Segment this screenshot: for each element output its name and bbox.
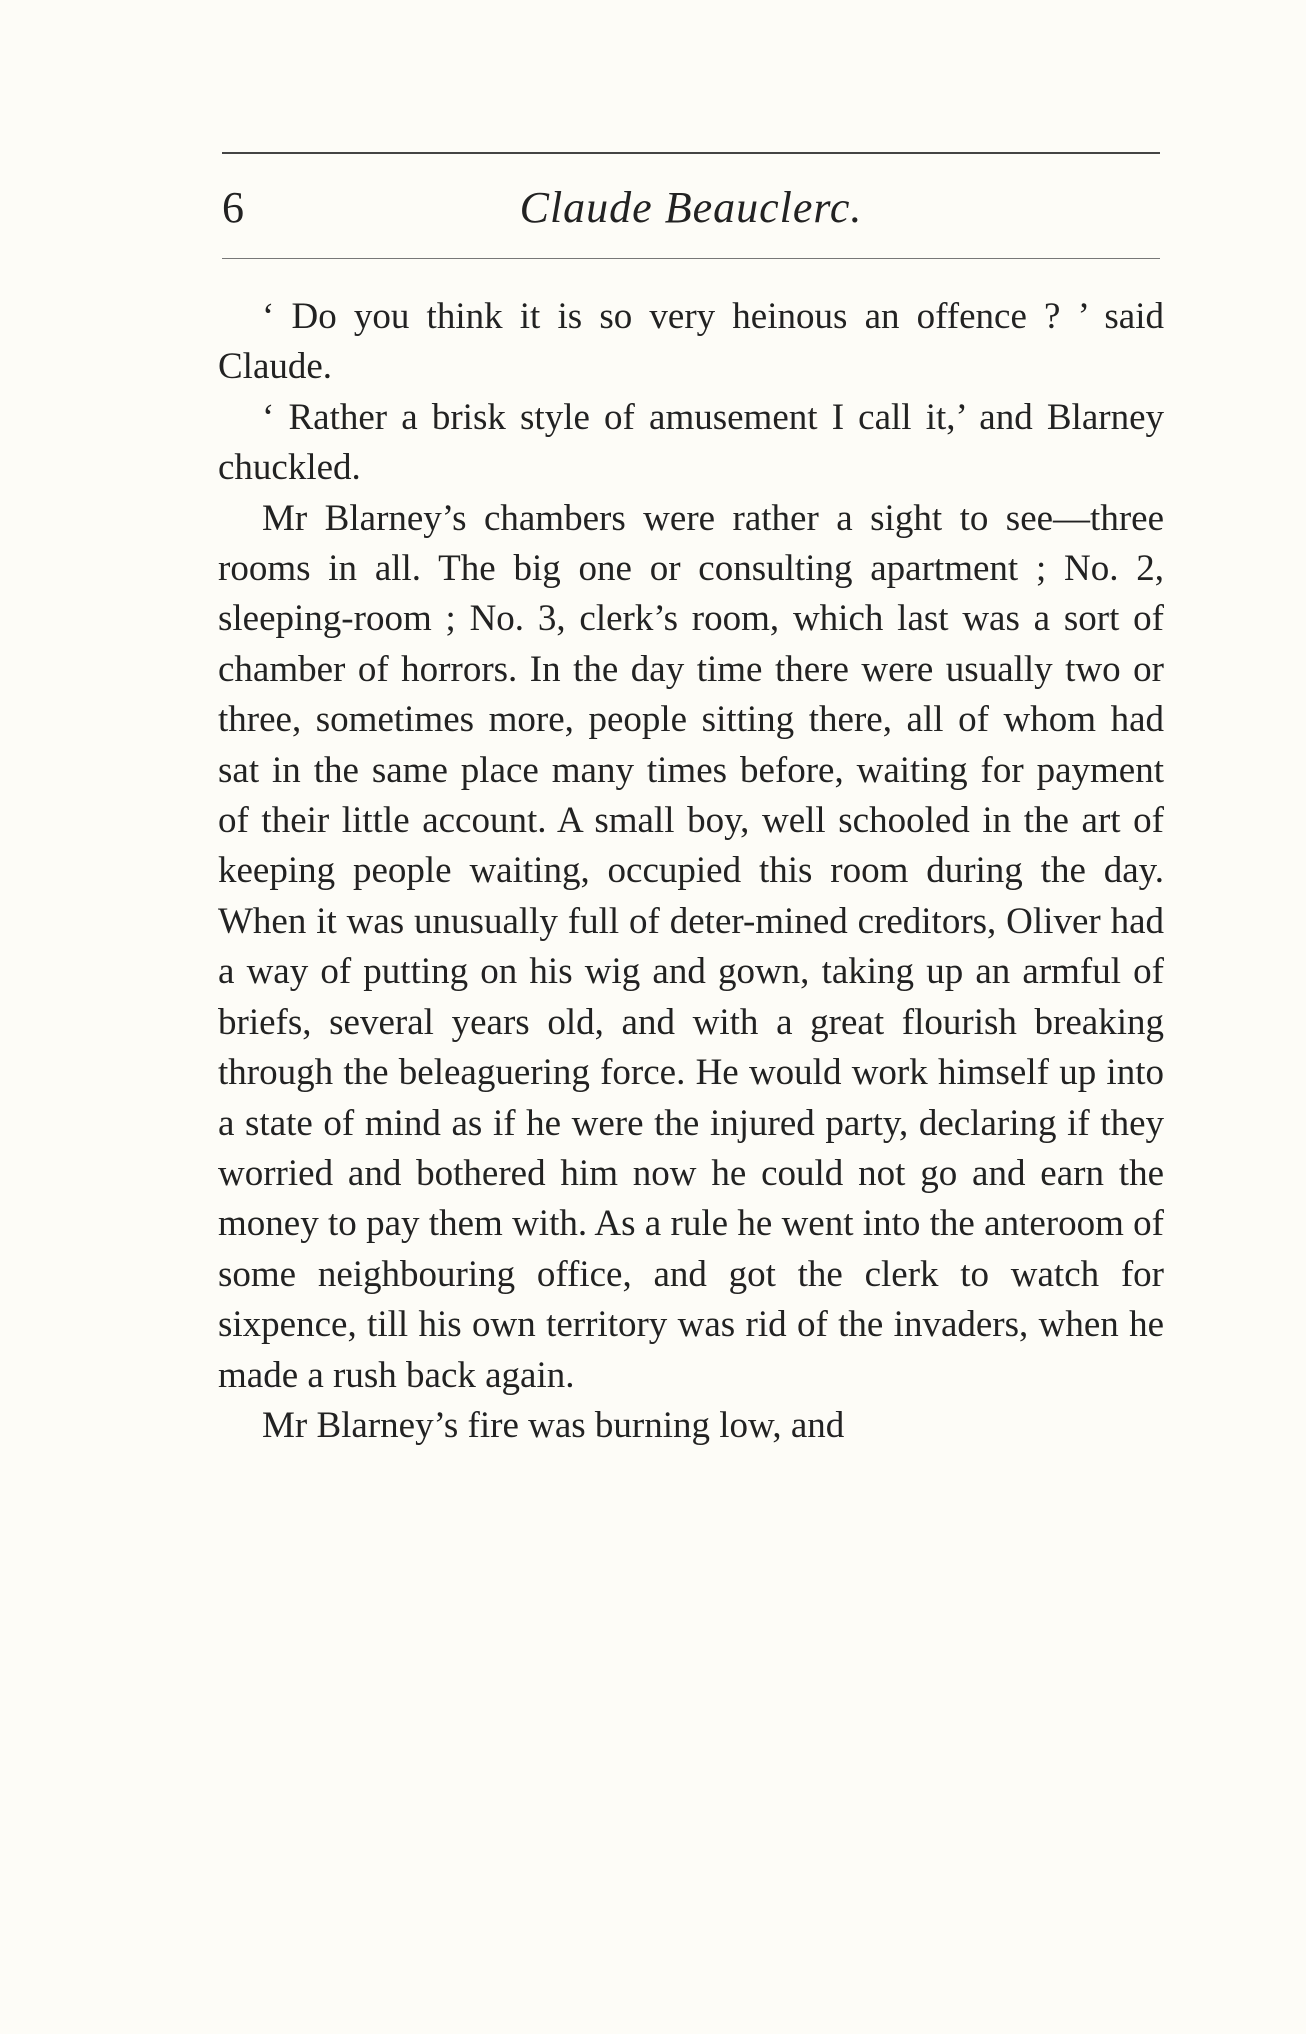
body-text [218, 292, 1164, 1451]
header-top-rule [222, 152, 1160, 154]
paragraph-2: ‘ Rather a brisk style of amusement I call it,’ and Blarney chuckled. [218, 396, 1164, 489]
header-bottom-rule [222, 258, 1160, 259]
paragraph-4: Mr Blarney’s fire was burning low, and [262, 1404, 845, 1446]
paragraph-1: ‘ Do you think it is so very heinous an offence ? ’ said Claude. [218, 296, 1164, 388]
page-number: 6 [222, 183, 244, 232]
running-title: Claude Beauclerc. [519, 183, 863, 232]
paragraph-3: Mr Blarney’s chambers were rather a sight to see—three rooms in all. The big one or consulting apartment ; No. 2, sleeping-room ; No. 3, clerk’s room, which last was a sort of chamber of horrors. In the day time there were usually two or three, sometimes more, people sitting there, all of whom had sat in the same place many times before, waiting for payment of their little account. A small boy, well schooled in the art of keeping people waiting, occupied this room during the day. When it was unusually full of deter-mined creditors, Oliver had a way of putting on his wig and gown, taking up an armful of briefs, several years old, and with a great flourish breaking through the beleaguering force. He would work himself up into a state of mind as if he were the injured party, declaring if they worried and bothered him now he could not go and earn the money to pay them with. As a rule he went into the anteroom of some neighbouring office, and got the clerk to watch for sixpence, till his own territory was rid of the invaders, when he made a rush back again. [218, 497, 1164, 1396]
running-header [222, 178, 1160, 238]
